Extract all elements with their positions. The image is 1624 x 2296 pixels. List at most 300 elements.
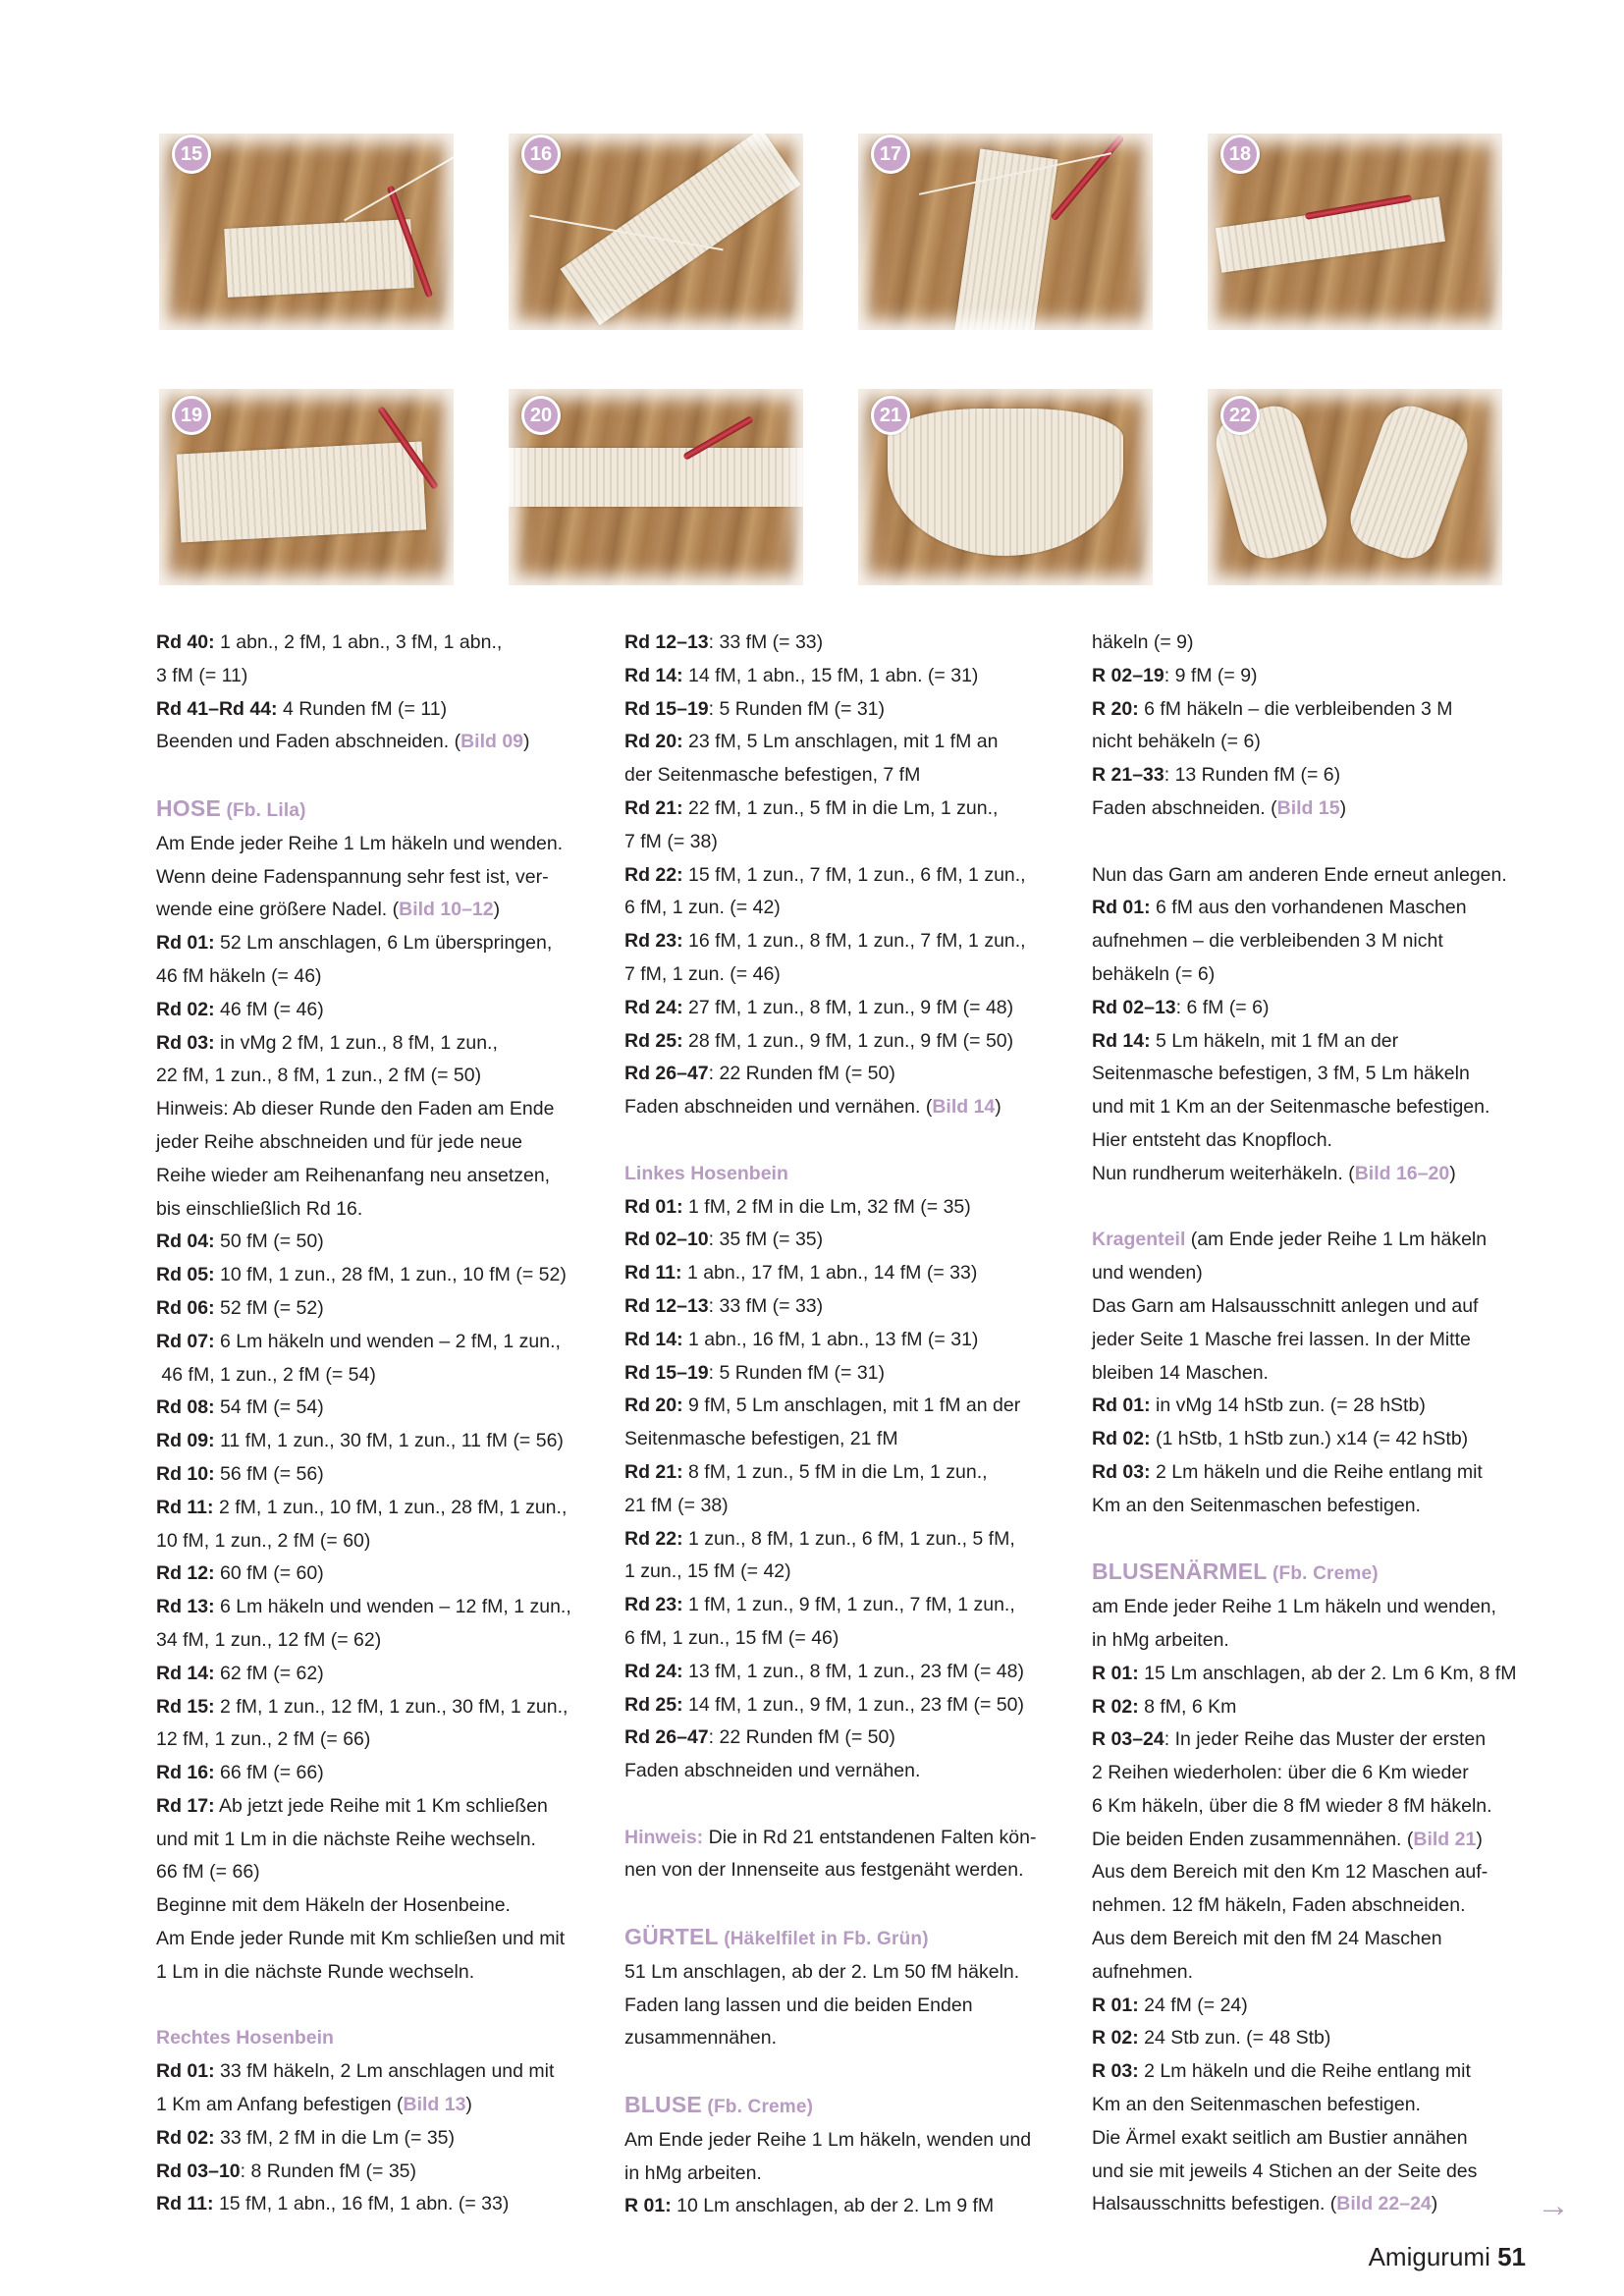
row-label: Rd 14: [1092,1029,1151,1052]
text-line [156,1757,588,1790]
text-column-3 [1092,627,1534,2221]
text-line [156,1591,588,1624]
text-line [156,1259,588,1292]
instruction-text: 21 fM (= 38) [624,1494,729,1516]
text-line [1092,627,1534,660]
instruction-text: Die Ärmel exakt seitlich am Bustier annähen [1092,2126,1468,2149]
instruction-text: Nun rundherum weiterhäkeln. ( [1092,1162,1355,1184]
text-line [624,793,1066,826]
instruction-text: 34 fM, 1 zun., 12 fM (= 62) [156,1628,382,1651]
text-line [1092,1856,1534,1889]
row-label: Rd 11: [156,1496,214,1518]
text-line [156,2089,588,2122]
row-label: Rd 11: [624,1262,682,1285]
text-line [156,960,588,994]
section-heading [1092,1558,1379,1584]
instruction-text: 8 fM, 1 zun., 5 fM in die Lm, 1 zun., [682,1460,988,1483]
text-line [1092,1591,1534,1624]
instruction-text: ) [1476,1828,1483,1850]
instruction-text: Hier entsteht das Knopfloch. [1092,1128,1332,1151]
instruction-text: 1 zun., 15 fM (= 42) [624,1560,791,1583]
text-line [624,1921,1066,1956]
instruction-text: 33 fM häkeln, 2 Lm anschlagen und mit [214,2060,555,2083]
instruction-text: 46 fM (= 46) [214,998,324,1020]
instruction-text: 6 fM, 1 zun. (= 42) [624,897,781,919]
instruction-text: 22 fM, 1 zun., 8 fM, 1 zun., 2 fM (= 50) [156,1065,482,1087]
text-column-2 [624,627,1066,2223]
row-label: Rd 25: [624,1029,683,1052]
text-line [624,1025,1066,1059]
text-line [1092,1091,1534,1124]
instruction-text: und wenden) [1092,1262,1203,1285]
text-line [156,2188,588,2221]
text-line [1092,1624,1534,1658]
photo-number-badge: 22 [1220,396,1260,435]
instruction-text: 10 fM, 1 zun., 28 fM, 1 zun., 10 fM (= 52) [214,1264,567,1286]
row-label: R 01: [624,2195,672,2217]
row-label: Rd 23: [624,930,683,953]
instruction-text: : 9 fM (= 9) [1164,664,1258,686]
instruction-text: Am Ende jeder Reihe 1 Lm häkeln und wenden. [156,832,564,854]
text-line [624,1357,1066,1391]
row-label: Rd 14: [624,664,683,686]
text-line [156,2055,588,2089]
instruction-text: ) [1449,1162,1456,1184]
row-label: Rd 01: [1092,897,1151,919]
instruction-text: ) [995,1096,1001,1119]
row-label: Rd 40: [156,631,215,653]
row-label: Rd 01: [156,2060,215,2083]
row-label: R 02: [1092,2027,1139,2050]
text-line [1092,793,1534,826]
text-line [1092,1889,1534,1923]
row-label: Rd 02–13 [1092,996,1176,1018]
row-label: Rd 01: [1092,1394,1151,1417]
text-line [624,892,1066,925]
instruction-text: 1 zun., 8 fM, 1 zun., 6 fM, 1 zun., 5 fM, [682,1527,1015,1550]
instruction-text: Km an den Seitenmaschen befestigen. [1092,2094,1421,2116]
instruction-text: in hMg arbeiten. [624,2161,762,2184]
text-line [156,861,588,895]
instruction-text: 14 fM, 1 zun., 9 fM, 1 zun., 23 fM (= 50) [682,1693,1024,1716]
instruction-text: 13 fM, 1 zun., 8 fM, 1 zun., 23 fM (= 48) [682,1660,1024,1682]
subheading: Rechtes Hosenbein [156,2027,334,2050]
instruction-text: 33 fM, 2 fM in die Lm (= 35) [214,2126,455,2149]
text-line [156,1889,588,1923]
paragraph-gap [624,1788,1066,1822]
text-line [156,1458,588,1492]
row-label: Rd 03: [156,1031,215,1054]
section-heading-note: (Fb. Creme) [1267,1563,1379,1585]
instruction-text: Das Garn am Halsausschnitt anlegen und auf [1092,1294,1479,1317]
text-line [1092,1158,1534,1191]
instruction-text: 12 fM, 1 zun., 2 fM (= 66) [156,1728,371,1751]
row-label: Rd 24: [624,996,683,1018]
text-line [1092,2188,1534,2221]
subheading: Kragenteil [1092,1229,1186,1251]
instruction-text: Wenn deine Fadenspannung sehr fest ist, ver- [156,865,549,888]
instruction-text: nicht behäkeln (= 6) [1092,731,1261,753]
instruction-text: 3 fM (= 11) [156,664,248,686]
row-label: Rd 11: [156,2193,214,2215]
text-line [1092,859,1534,893]
row-label: R 02: [1092,1695,1139,1718]
instruction-text: 66 fM (= 66) [156,1861,260,1884]
text-line [1092,1956,1534,1990]
instruction-text: und mit 1 Km an der Seitenmasche befestigen. [1092,1096,1490,1119]
instruction-text: (am Ende jeder Reihe 1 Lm häkeln [1185,1229,1488,1251]
row-label: Rd 02: [156,2126,215,2149]
text-line [1092,892,1534,925]
instruction-text: in hMg arbeiten. [1092,1628,1229,1651]
text-line [156,927,588,960]
section-heading-title: HOSE [156,794,221,821]
instruction-text: 51 Lm anschlagen, ab der 2. Lm 50 fM häkeln. [624,1960,1020,1983]
section-heading-note: (Fb. Lila) [220,799,306,821]
text-line [624,1523,1066,1557]
text-line [624,1956,1066,1990]
text-line [624,958,1066,992]
section-heading [156,795,306,821]
instruction-text: Reihe wieder am Reihenanfang neu ansetzen, [156,1164,551,1186]
instruction-text: : 5 Runden fM (= 31) [708,697,886,720]
text-line [156,726,588,759]
text-line [156,693,588,727]
instruction-text: Km an den Seitenmaschen befestigen. [1092,1494,1421,1516]
text-line [1092,2055,1534,2089]
text-line [624,726,1066,759]
row-label: R 01: [1092,1994,1139,2016]
text-line [156,1558,588,1591]
row-label: Rd 24: [624,1660,683,1682]
instruction-text: : 13 Runden fM (= 6) [1164,764,1341,787]
text-line [624,759,1066,793]
text-line [624,1556,1066,1589]
instruction-text: Die in Rd 21 entstandenen Falten kön- [703,1826,1037,1848]
text-line [156,1525,588,1558]
instruction-text: 27 fM, 1 zun., 8 fM, 1 zun., 9 fM (= 48) [682,996,1014,1018]
row-label: R 02–19 [1092,664,1164,686]
instruction-text: 2 fM, 1 zun., 12 fM, 1 zun., 30 fM, 1 zun., [214,1695,568,1718]
text-line [156,2122,588,2156]
instruction-text: 1 abn., 16 fM, 1 abn., 13 fM (= 31) [682,1328,979,1350]
text-line [1092,2089,1534,2122]
instruction-text: Am Ende jeder Runde mit Km schließen und mit [156,1928,566,1950]
photo-number-badge: 17 [871,135,910,174]
instruction-text: : In jeder Reihe das Muster der ersten [1164,1728,1487,1751]
instruction-text: : 33 fM (= 33) [708,1294,824,1317]
row-label: Rd 21: [624,796,683,819]
instruction-text: : 22 Runden fM (= 50) [708,1726,895,1749]
instruction-text: 5 Lm häkeln, mit 1 fM an der [1150,1029,1399,1052]
text-line [1092,1224,1534,1257]
image-reference: Bild 09 [460,731,524,753]
instruction-text: Faden abschneiden und vernähen. ( [624,1096,933,1119]
instruction-text: : 35 fM (= 35) [708,1229,824,1251]
instruction-text: 15 Lm anschlagen, ab der 2. Lm 6 Km, 8 fM [1138,1662,1517,1684]
instruction-text: ) [465,2094,472,2116]
instruction-text: 14 fM, 1 abn., 15 fM, 1 abn. (= 31) [682,664,979,686]
text-line [1092,1124,1534,1158]
text-line [1092,759,1534,793]
section-heading-title: GÜRTEL [624,1924,719,1950]
instruction-text: Halsausschnitts befestigen. ( [1092,2193,1337,2215]
instruction-text: 15 fM, 1 zun., 7 fM, 1 zun., 6 fM, 1 zun., [682,863,1026,886]
instruction-text: ) [1339,796,1347,819]
text-line [1092,1757,1534,1790]
text-line [624,1755,1066,1788]
text-line [156,1160,588,1193]
row-label: Rd 15: [156,1695,215,1718]
subheading: Linkes Hosenbein [624,1162,788,1184]
row-label: Rd 22: [624,863,683,886]
instruction-text: 6 Lm häkeln und wenden – 12 fM, 1 zun., [214,1596,571,1618]
text-line [624,1324,1066,1357]
instruction-text: 1 Km am Anfang befestigen ( [156,2094,404,2116]
text-line [624,1656,1066,1689]
instruction-text: 6 fM häkeln – die verbleibenden 3 M [1138,697,1453,720]
instruction-text: häkeln (= 9) [1092,631,1194,653]
text-line [156,1027,588,1061]
instruction-text: 23 fM, 5 Lm anschlagen, mit 1 fM an [682,731,999,753]
instruction-text: : 33 fM (= 33) [708,631,824,653]
instruction-text: bis einschließlich Rd 16. [156,1197,363,1220]
row-label: Rd 13: [156,1596,215,1618]
instruction-text: 10 fM, 1 zun., 2 fM (= 60) [156,1529,371,1552]
instruction-text: der Seitenmasche befestigen, 7 fM [624,764,921,787]
text-line [1092,1658,1534,1691]
row-label: Rd 20: [624,731,683,753]
row-label: Rd 14: [624,1328,683,1350]
text-line [624,1191,1066,1225]
instruction-text: 24 Stb zun. (= 48 Stb) [1138,2027,1331,2050]
row-label: Rd 12–13 [624,1294,709,1317]
row-label: Rd 20: [624,1394,683,1417]
text-line [1092,726,1534,759]
photo-number-badge: 21 [871,396,910,435]
instruction-text: Faden abschneiden und vernähen. [624,1760,921,1782]
paragraph-gap [156,759,588,793]
text-line [1092,992,1534,1025]
row-label: R 20: [1092,697,1139,720]
instruction-text: 8 fM, 6 Km [1138,1695,1237,1718]
text-line [1092,1390,1534,1423]
text-line [1092,1691,1534,1724]
instruction-text: Die beiden Enden zusammennähen. ( [1092,1828,1414,1850]
image-reference: Bild 15 [1276,796,1340,819]
text-line [624,992,1066,1025]
text-line [1092,1357,1534,1391]
row-label: Rd 05: [156,1264,215,1286]
text-line [624,1390,1066,1423]
row-label: R 03–24 [1092,1728,1164,1751]
instruction-text: 54 fM (= 54) [214,1396,324,1419]
text-line [624,2158,1066,2191]
row-label: Rd 23: [624,1594,683,1616]
instruction-text: 4 Runden fM (= 11) [277,697,448,720]
text-line [156,894,588,927]
text-line [624,1224,1066,1257]
text-line [624,1290,1066,1324]
text-line [624,1990,1066,2023]
row-label: Rd 01: [624,1195,683,1218]
text-line [156,1824,588,1857]
text-line [1092,660,1534,693]
text-line [1092,1824,1534,1857]
text-line [624,2190,1066,2223]
text-line [156,994,588,1027]
paragraph-gap [624,1887,1066,1921]
image-reference: Bild 14 [932,1096,996,1119]
text-line [624,627,1066,660]
instruction-text: ) [493,899,501,921]
instruction-text: 28 fM, 1 zun., 9 fM, 1 zun., 9 fM (= 50) [682,1029,1014,1052]
instruction-text: nehmen. 12 fM häkeln, Faden abschneiden. [1092,1894,1466,1917]
text-line [156,1723,588,1757]
instruction-text: 2 Lm häkeln und die Reihe entlang mit [1150,1460,1483,1483]
row-label: Rd 12: [156,1562,215,1585]
photo-number-badge: 20 [521,396,561,435]
instruction-text: Ab jetzt jede Reihe mit 1 Km schließen [214,1794,548,1817]
section-heading [624,1924,929,1949]
text-line [1092,1257,1534,1290]
text-line [156,2022,588,2055]
text-line [624,1091,1066,1124]
row-label: Rd 26–47 [624,1726,709,1749]
instruction-text: in vMg 14 hStb zun. (= 28 hStb) [1150,1394,1426,1417]
subheading: Hinweis: [624,1826,704,1848]
row-label: Rd 09: [156,1430,215,1452]
text-line [156,627,588,660]
text-line [156,1658,588,1691]
row-label: Rd 17: [156,1794,215,1817]
text-line [1092,1990,1534,2023]
instruction-text: : 22 Runden fM (= 50) [708,1063,895,1085]
instruction-text: in vMg 2 fM, 1 zun., 8 fM, 1 zun., [214,1031,498,1054]
text-line [624,1158,1066,1191]
row-label: R 03: [1092,2060,1139,2083]
instruction-text: 7 fM (= 38) [624,830,718,852]
text-line [1092,1025,1534,1059]
instruction-text: : 6 fM (= 6) [1175,996,1270,1018]
image-reference: Bild 16–20 [1354,1162,1450,1184]
instruction-text: am Ende jeder Reihe 1 Lm häkeln und wenden, [1092,1596,1496,1618]
text-line [624,2022,1066,2055]
instruction-text: 66 fM (= 66) [214,1762,324,1784]
text-line [624,1456,1066,1490]
instruction-text: 10 Lm anschlagen, ab der 2. Lm 9 fM [671,2195,995,2217]
row-label: Rd 15–19 [624,697,709,720]
text-line [156,1060,588,1093]
row-label: Rd 08: [156,1396,215,1419]
section-heading-title: BLUSE [624,2092,702,2118]
text-line [156,1624,588,1658]
text-line [624,1490,1066,1523]
text-line [156,2156,588,2189]
paragraph-gap [624,2055,1066,2089]
instruction-text: : 5 Runden fM (= 31) [708,1361,886,1384]
text-line [624,2124,1066,2158]
instruction-text: wende eine größere Nadel. ( [156,899,400,921]
text-line [156,1359,588,1393]
text-line [156,660,588,693]
text-line [156,1425,588,1458]
instruction-text: 60 fM (= 60) [214,1562,324,1585]
row-label: Rd 03: [1092,1460,1151,1483]
page-footer [1369,2242,1526,2272]
continue-arrow-icon: → [1537,2187,1570,2224]
instruction-text: (1 hStb, 1 hStb zun.) x14 (= 42 hStb) [1150,1428,1469,1450]
instruction-text: Nun das Garn am anderen Ende erneut anlegen. [1092,863,1507,886]
instruction-text: jeder Reihe abschneiden und für jede neue [156,1130,522,1153]
instruction-text: 1 fM, 1 zun., 9 fM, 1 zun., 7 fM, 1 zun., [682,1594,1015,1616]
instruction-text: Hinweis: Ab dieser Runde den Faden am Ende [156,1098,555,1121]
text-line [624,925,1066,958]
instruction-text: zusammennähen. [624,2027,778,2050]
photo-number-badge: 15 [172,135,211,174]
text-line [624,1257,1066,1290]
text-line [1092,925,1534,958]
row-label: Rd 06: [156,1296,215,1319]
row-label: R 01: [1092,1662,1139,1684]
instruction-text: jeder Seite 1 Masche frei lassen. In der Mitte [1092,1328,1471,1350]
text-line [156,1492,588,1525]
text-line [1092,1324,1534,1357]
image-reference: Bild 13 [403,2094,466,2116]
instruction-text: bleiben 14 Maschen. [1092,1361,1269,1384]
row-label: Rd 03–10 [156,2159,241,2182]
row-label: Rd 16: [156,1762,215,1784]
instruction-text: Aus dem Bereich mit den Km 12 Maschen auf- [1092,1861,1489,1884]
instruction-text: 16 fM, 1 zun., 8 fM, 1 zun., 7 fM, 1 zun., [682,930,1026,953]
instruction-text: 6 Km häkeln, über die 8 fM wieder 8 fM häkeln. [1092,1794,1492,1817]
instruction-text: 52 fM (= 52) [214,1296,324,1319]
row-label: Rd 10: [156,1462,215,1485]
text-line [156,1392,588,1425]
instruction-text: 2 fM, 1 zun., 10 fM, 1 zun., 28 fM, 1 zun., [213,1496,568,1518]
text-line [156,1956,588,1990]
image-reference: Bild 10–12 [399,899,494,921]
instruction-text: 46 fM häkeln (= 46) [156,964,322,987]
text-line [624,660,1066,693]
instruction-text: 46 fM, 1 zun., 2 fM (= 54) [156,1363,376,1386]
instruction-text: 1 Lm in die nächste Runde wechseln. [156,1960,475,1983]
instruction-text: Seitenmasche befestigen, 3 fM, 5 Lm häkeln [1092,1063,1470,1085]
instruction-text: 11 fM, 1 zun., 30 fM, 1 zun., 11 fM (= 56) [214,1430,564,1452]
text-line [1092,2156,1534,2189]
row-label: Rd 02: [1092,1428,1151,1450]
instruction-text: 9 fM, 5 Lm anschlagen, mit 1 fM an der [682,1394,1021,1417]
row-label: Rd 15–19 [624,1361,709,1384]
page-number: 51 [1497,2242,1526,2271]
instruction-text: 22 fM, 1 zun., 5 fM in die Lm, 1 zun., [682,796,999,819]
paragraph-gap [1092,826,1534,859]
paragraph-gap [1092,1191,1534,1225]
section-heading-note: (Fb. Creme) [701,2097,814,2118]
text-line [624,859,1066,893]
row-label: Rd 02–10 [624,1229,709,1251]
text-line [624,1622,1066,1656]
instruction-text: 1 abn., 2 fM, 1 abn., 3 fM, 1 abn., [214,631,503,653]
text-line [156,1126,588,1160]
instruction-text: 2 Lm häkeln und die Reihe entlang mit [1138,2060,1471,2083]
text-line [1092,1058,1534,1091]
row-label: Rd 01: [156,932,215,955]
text-line [624,1722,1066,1755]
row-label: Rd 21: [624,1460,683,1483]
text-line [156,1790,588,1824]
photo-number-badge: 19 [172,396,211,435]
